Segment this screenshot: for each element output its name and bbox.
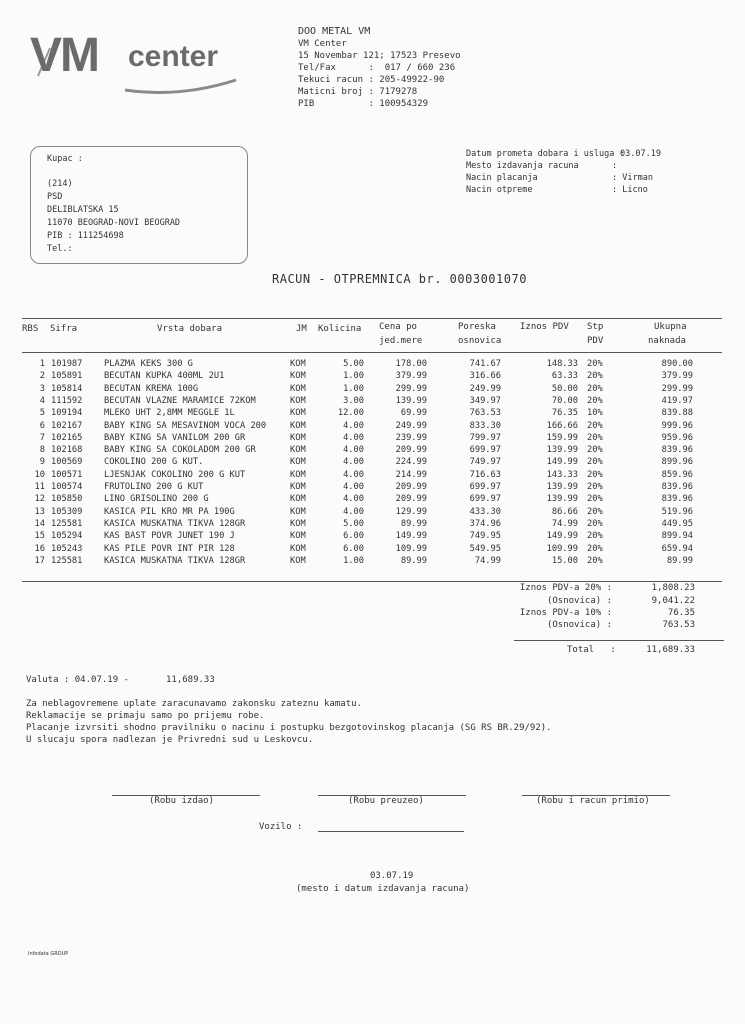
pdv20-label: Iznos PDV-a 20% : [519, 583, 612, 593]
cell-poreska: 741.67 [469, 359, 501, 369]
cell-vrsta: BECUTAN VLAZNE MARAMICE 72KOM [104, 395, 256, 406]
cell-jm: KOM [290, 420, 306, 431]
cell-sifra: 109194 [51, 408, 83, 419]
cell-vrsta: LINO GRISOLINO 200 G [104, 494, 209, 505]
cell-jm: KOM [290, 469, 306, 480]
software-brand: Infodata GROUP [28, 951, 69, 957]
cell-stp: 10% [587, 408, 603, 419]
cell-poreska: 799.97 [469, 432, 501, 443]
cell-pdv: 70.00 [551, 395, 578, 406]
header-poreska-1: Poreska [458, 322, 496, 332]
meta-label-payment: Nacin placanja [466, 173, 538, 183]
cell-stp: 20% [587, 432, 603, 443]
logo-center: center [128, 40, 219, 73]
table-header-rule [22, 352, 722, 353]
cell-ukupna: 839.88 [661, 408, 693, 419]
cell-jm: KOM [290, 432, 306, 443]
cell-jm: KOM [290, 482, 306, 492]
osnovica10-label: (Osnovica) : [546, 620, 612, 630]
buyer-tel: Tel.: [47, 244, 73, 254]
cell-rbs: 10 [34, 469, 45, 480]
company-name: DOO METAL VM [298, 26, 371, 37]
cell-vrsta: PLAZMA KEKS 300 G [104, 359, 193, 369]
cell-rbs: 4 [39, 395, 45, 406]
cell-vrsta: FRUTOLINO 200 G KUT [104, 482, 204, 492]
cell-cena: 109.99 [395, 543, 427, 554]
buyer-name: PSD [47, 192, 63, 202]
cell-ukupna: 519.96 [661, 506, 693, 517]
cell-cena: 69.99 [400, 408, 427, 419]
cell-sifra: 100574 [51, 482, 83, 492]
cell-kolicina: 3.00 [343, 395, 364, 406]
cell-vrsta: MLEKO UHT 2,8MM MEGGLE 1L [104, 408, 235, 419]
cell-vrsta: KAS BAST POVR JUNET 190 J [104, 531, 235, 542]
cell-rbs: 15 [34, 531, 45, 542]
cell-ukupna: 999.96 [661, 420, 693, 431]
header-sifra: Sifra [50, 324, 78, 334]
cell-kolicina: 1.00 [343, 371, 364, 382]
cell-jm: KOM [290, 555, 306, 566]
valuta-value: 11,689.33 [166, 675, 215, 685]
cell-cena: 89.99 [400, 555, 427, 566]
cell-ukupna: 299.99 [661, 383, 693, 394]
cell-cena: 139.99 [395, 395, 427, 406]
cell-stp: 20% [587, 531, 603, 542]
table-bottom-rule [22, 581, 722, 582]
cell-cena: 209.99 [395, 494, 427, 505]
cell-ukupna: 659.94 [661, 543, 693, 554]
cell-cena: 379.99 [395, 371, 427, 382]
meta-label-shipping: Nacin otpreme [466, 185, 533, 195]
meta-value-place: : [612, 161, 618, 171]
cell-stp: 20% [587, 482, 603, 492]
cell-ukupna: 419.97 [661, 395, 693, 406]
cell-ukupna: 839.96 [661, 445, 693, 456]
buyer-label: Kupac : [47, 154, 83, 164]
cell-sifra: 125581 [51, 555, 83, 566]
cell-rbs: 16 [34, 543, 45, 554]
cell-kolicina: 4.00 [343, 432, 364, 443]
cell-kolicina: 5.00 [343, 518, 364, 529]
cell-vrsta: BECUTAN KREMA 100G [104, 383, 199, 394]
cell-stp: 20% [587, 494, 603, 505]
cell-stp: 20% [587, 420, 603, 431]
cell-poreska: 749.97 [469, 457, 501, 468]
cell-sifra: 105814 [51, 383, 83, 394]
header-kolicina: Kolicina [318, 324, 362, 334]
cell-vrsta: BABY KING SA MESAVINOM VOCA 200 [104, 420, 267, 431]
issue-date: 03.07.19 [370, 871, 414, 881]
buyer-street: DELIBLATSKA 15 [47, 205, 119, 215]
buyer-pib: PIB : 111254698 [47, 231, 124, 241]
header-vrsta: Vrsta dobara [157, 324, 223, 334]
cell-pdv: 139.99 [546, 445, 578, 456]
osnovica20-value: 9,041.22 [651, 596, 695, 606]
total-label: Total : [567, 645, 616, 655]
buyer-box [30, 146, 248, 264]
cell-pdv: 109.99 [546, 543, 578, 554]
cell-jm: KOM [290, 371, 306, 382]
header-ukupna-1: Ukupna [654, 322, 687, 332]
cell-pdv: 149.99 [546, 457, 578, 468]
cell-jm: KOM [290, 506, 306, 517]
cell-ukupna: 89.99 [666, 555, 693, 566]
cell-kolicina: 12.00 [337, 408, 364, 419]
cell-poreska: 699.97 [469, 482, 501, 492]
cell-kolicina: 6.00 [343, 543, 364, 554]
cell-jm: KOM [290, 531, 306, 542]
cell-jm: KOM [290, 457, 306, 468]
meta-value-payment: : Virman [612, 173, 653, 183]
cell-poreska: 699.97 [469, 494, 501, 505]
cell-pdv: 50.00 [551, 383, 578, 394]
cell-jm: KOM [290, 494, 306, 505]
cell-kolicina: 5.00 [343, 359, 364, 369]
osnovica10-value: 763.53 [662, 620, 695, 630]
cell-sifra: 100569 [51, 457, 83, 468]
cell-stp: 20% [587, 371, 603, 382]
cell-cena: 239.99 [395, 432, 427, 443]
cell-sifra: 125581 [51, 518, 83, 529]
pdv10-value: 76.35 [667, 608, 695, 618]
cell-sifra: 105309 [51, 506, 83, 517]
cell-pdv: 139.99 [546, 494, 578, 505]
cell-jm: KOM [290, 518, 306, 529]
cell-ukupna: 959.96 [661, 432, 693, 443]
cell-vrsta: KASICA MUSKATNA TIKVA 128GR [104, 555, 246, 566]
cell-sifra: 105891 [51, 371, 83, 382]
cell-rbs: 9 [39, 457, 45, 468]
buyer-code: (214) [47, 179, 73, 189]
company-logo [30, 29, 250, 102]
cell-rbs: 11 [34, 482, 45, 492]
cell-stp: 20% [587, 445, 603, 456]
meta-value-date: 03.07.19 [620, 149, 661, 159]
cell-pdv: 148.33 [546, 359, 578, 369]
company-info [298, 26, 461, 110]
cell-cena: 209.99 [395, 445, 427, 456]
header-poreska-2: osnovica [458, 336, 502, 346]
cell-cena: 149.99 [395, 531, 427, 542]
cell-kolicina: 4.00 [343, 457, 364, 468]
cell-pdv: 86.66 [551, 506, 578, 517]
cell-kolicina: 6.00 [343, 531, 364, 542]
cell-sifra: 105294 [51, 531, 83, 542]
cell-stp: 20% [587, 469, 603, 480]
cell-stp: 20% [587, 555, 603, 566]
cell-sifra: 102168 [51, 445, 83, 456]
cell-cena: 89.99 [400, 518, 427, 529]
signature-izdao: (Robu izdao) [149, 796, 215, 806]
company-pib: PIB : 100954329 [298, 99, 429, 109]
cell-pdv: 166.66 [546, 420, 578, 431]
pdv20-value: 1,808.23 [651, 583, 695, 593]
table-top-rule [22, 318, 722, 319]
cell-sifra: 101987 [51, 359, 83, 369]
note-court: U slucaju spora nadlezan je Privredni sud u Leskovcu. [26, 735, 314, 745]
cell-poreska: 433.30 [469, 506, 501, 517]
cell-pdv: 159.99 [546, 432, 578, 443]
company-address: 15 Novembar 121; 17523 Presevo [298, 51, 461, 61]
cell-pdv: 139.99 [546, 482, 578, 492]
vozilo-line [318, 831, 464, 832]
meta-value-shipping: : Licno [612, 185, 648, 195]
cell-vrsta: KAS PILE POVR INT PIR 128 [104, 543, 235, 554]
cell-pdv: 15.00 [551, 555, 578, 566]
cell-poreska: 374.96 [469, 518, 501, 529]
meta-label-place: Mesto izdavanja racuna [466, 161, 579, 171]
cell-jm: KOM [290, 408, 306, 419]
buyer-city: 11070 BEOGRAD-NOVI BEOGRAD [47, 218, 181, 228]
cell-poreska: 699.97 [469, 445, 501, 456]
cell-rbs: 13 [34, 506, 45, 517]
vozilo-label: Vozilo : [259, 822, 303, 832]
cell-vrsta: BECUTAN KUPKA 400ML 2U1 [104, 371, 225, 382]
cell-pdv: 74.99 [551, 518, 578, 529]
invoice-title: RACUN - OTPREMNICA br. 0003001070 [272, 272, 527, 286]
cell-vrsta: COKOLINO 200 G KUT. [104, 457, 204, 468]
header-stp-1: Stp [587, 322, 604, 332]
total-value: 11,689.33 [646, 645, 695, 655]
cell-stp: 20% [587, 383, 603, 394]
cell-ukupna: 839.96 [661, 482, 693, 492]
cell-poreska: 833.30 [469, 420, 501, 431]
cell-pdv: 149.99 [546, 531, 578, 542]
cell-rbs: 6 [39, 420, 45, 431]
cell-pdv: 76.35 [551, 408, 578, 419]
cell-pdv: 63.33 [551, 371, 578, 382]
cell-vrsta: KASICA PIL KRO MR PA 190G [104, 506, 235, 517]
cell-kolicina: 4.00 [343, 482, 364, 492]
cell-ukupna: 379.99 [661, 371, 693, 382]
cell-cena: 178.00 [395, 359, 427, 369]
cell-jm: KOM [290, 383, 306, 394]
header-pdv: Iznos PDV [520, 322, 569, 332]
cell-sifra: 100571 [51, 469, 83, 480]
cell-ukupna: 449.95 [661, 518, 693, 529]
cell-kolicina: 4.00 [343, 420, 364, 431]
header-jm: JM [296, 324, 307, 334]
cell-poreska: 349.97 [469, 395, 501, 406]
cell-vrsta: LJESNJAK COKOLINO 200 G KUT [104, 469, 246, 480]
cell-jm: KOM [290, 359, 306, 369]
company-registration: Maticni broj : 7179278 [298, 87, 418, 97]
cell-cena: 299.99 [395, 383, 427, 394]
cell-sifra: 105850 [51, 494, 83, 505]
cell-cena: 249.99 [395, 420, 427, 431]
cell-rbs: 2 [39, 371, 45, 382]
cell-ukupna: 859.96 [661, 469, 693, 480]
note-payment: Placanje izvrsiti shodno pravilniku o nacinu i postupku bezgotovinskog placanja (SG RS BR.29/92). [26, 723, 552, 733]
cell-stp: 20% [587, 359, 603, 369]
cell-kolicina: 4.00 [343, 494, 364, 505]
pdv10-label: Iznos PDV-a 10% : [519, 608, 612, 618]
cell-sifra: 111592 [51, 395, 83, 406]
cell-ukupna: 899.96 [661, 457, 693, 468]
note-interest: Za neblagovremene uplate zaracunavamo zakonsku zateznu kamatu. [26, 699, 362, 709]
header-cena-1: Cena po [379, 322, 417, 332]
cell-sifra: 105243 [51, 543, 83, 554]
cell-stp: 20% [587, 543, 603, 554]
cell-rbs: 8 [39, 445, 45, 456]
header-stp-2: PDV [587, 336, 604, 346]
header-ukupna-2: naknada [648, 336, 686, 346]
logo-vm: VM [30, 29, 98, 82]
cell-poreska: 74.99 [474, 555, 501, 566]
signature-preuzeo: (Robu preuzeo) [348, 796, 424, 806]
company-account: Tekuci racun : 205-49922-90 [298, 75, 445, 85]
cell-pdv: 143.33 [546, 469, 578, 480]
cell-kolicina: 4.00 [343, 445, 364, 456]
cell-stp: 20% [587, 457, 603, 468]
header-rbs: RBS [22, 324, 39, 334]
company-line: VM Center [298, 39, 347, 49]
cell-poreska: 316.66 [469, 371, 501, 382]
cell-stp: 20% [587, 395, 603, 406]
cell-ukupna: 890.00 [661, 359, 693, 369]
cell-vrsta: BABY KING SA VANILOM 200 GR [104, 432, 246, 443]
company-phone: Tel/Fax : 017 / 660 236 [298, 63, 456, 73]
cell-poreska: 716.63 [469, 469, 501, 480]
cell-sifra: 102165 [51, 432, 83, 443]
cell-cena: 129.99 [395, 506, 427, 517]
cell-cena: 214.99 [395, 469, 427, 480]
cell-rbs: 17 [34, 555, 45, 566]
cell-rbs: 7 [39, 432, 45, 443]
cell-poreska: 763.53 [469, 408, 501, 419]
cell-rbs: 3 [39, 383, 45, 394]
valuta-label: Valuta : 04.07.19 - [26, 675, 129, 685]
note-complaints: Reklamacije se primaju samo po prijemu robe. [26, 711, 265, 721]
meta-label-date: Datum prometa dobara i usluga : [466, 149, 625, 159]
cell-kolicina: 4.00 [343, 469, 364, 480]
cell-stp: 20% [587, 506, 603, 517]
cell-sifra: 102167 [51, 420, 83, 431]
cell-jm: KOM [290, 445, 306, 456]
cell-vrsta: BABY KING SA COKOLADOM 200 GR [104, 445, 256, 456]
cell-vrsta: KASICA MUSKATNA TIKVA 128GR [104, 518, 246, 529]
cell-stp: 20% [587, 518, 603, 529]
cell-jm: KOM [290, 543, 306, 554]
cell-rbs: 5 [39, 408, 45, 419]
cell-jm: KOM [290, 395, 306, 406]
cell-poreska: 249.99 [469, 383, 501, 394]
total-rule [514, 640, 724, 641]
cell-poreska: 749.95 [469, 531, 501, 542]
cell-rbs: 14 [34, 518, 45, 529]
cell-rbs: 1 [39, 359, 45, 369]
signature-primio: (Robu i racun primio) [536, 796, 650, 806]
cell-rbs: 12 [34, 494, 45, 505]
cell-kolicina: 1.00 [343, 555, 364, 566]
cell-cena: 209.99 [395, 482, 427, 492]
osnovica20-label: (Osnovica) : [546, 596, 612, 606]
issue-place-label: (mesto i datum izdavanja racuna) [296, 884, 470, 894]
header-cena-2: jed.mere [379, 336, 423, 346]
cell-ukupna: 839.96 [661, 494, 693, 505]
cell-cena: 224.99 [395, 457, 427, 468]
cell-ukupna: 899.94 [661, 531, 693, 542]
cell-kolicina: 1.00 [343, 383, 364, 394]
cell-kolicina: 4.00 [343, 506, 364, 517]
cell-poreska: 549.95 [469, 543, 501, 554]
